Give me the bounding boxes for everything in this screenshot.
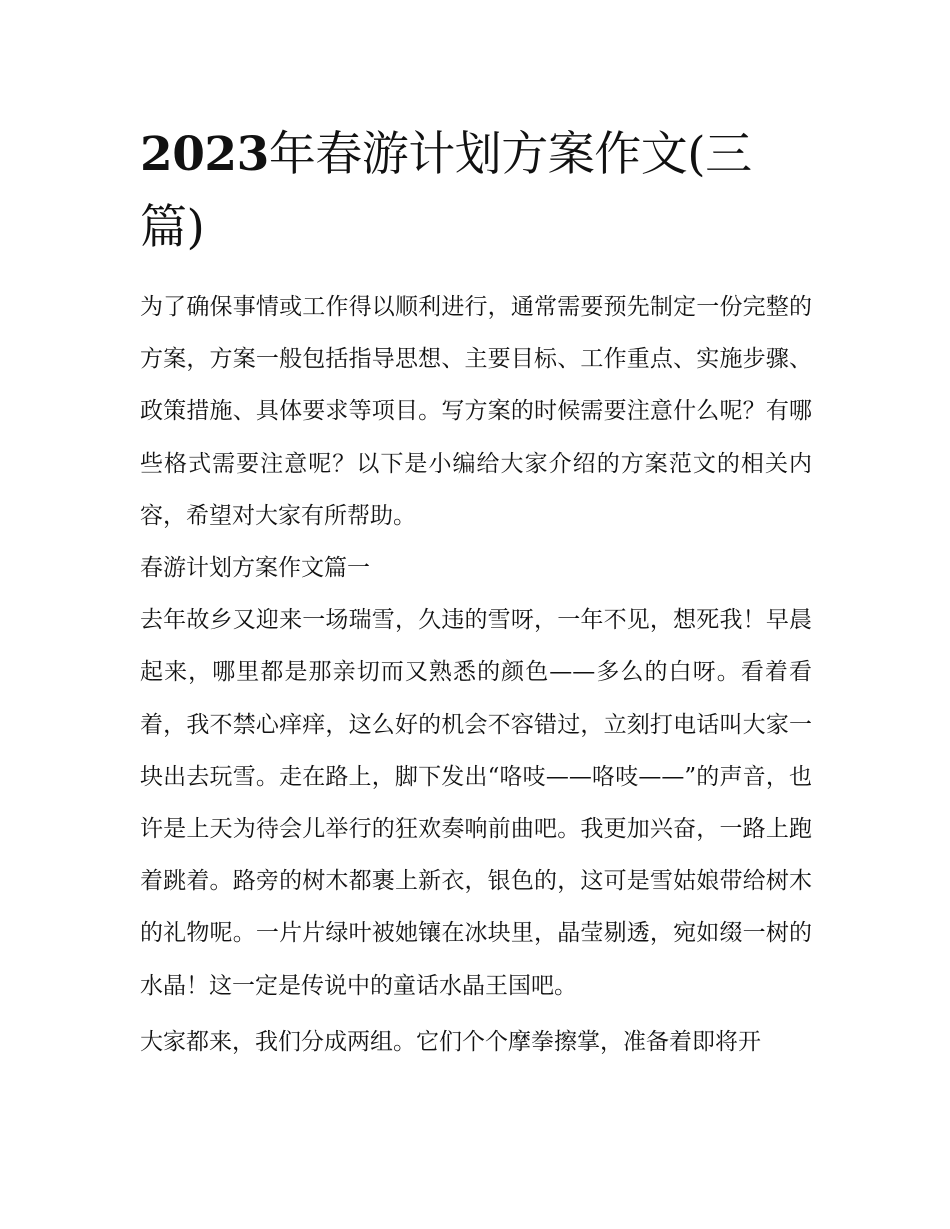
section-heading: 春游计划方案作文篇一 [140, 555, 370, 582]
body-paragraph-2: 大家都来，我们分成两组。它们个个摩拳擦掌，准备着即将开 [140, 1028, 761, 1055]
body-paragraph-1: 去年故乡又迎来一场瑞雪，久违的雪呀，一年不见，想死我！早晨起来，哪里都是那亲切而又熟悉的颜色——多么的白呀。看着看着，我不禁心痒痒，这么好的机会不容错过，立刻打电话叫大家一块出去玩雪。走在路上，脚下发出“咯吱——咯吱——”的声音，也许是上天为待会儿举行的狂欢奏响前曲吧。我更加兴奋，一路上跑着跳着。路旁的树木都裹上新衣，银色的，这可是雪姑娘带给树木的礼物呢。一片片绿叶被她镶在冰块里，晶莹剔透，宛如缀一树的水晶！这一定是传说中的童话水晶王国吧。 [140, 607, 812, 999]
title-year: 2023 [140, 127, 269, 182]
title-text: 年春游计划方案作文(三篇) [140, 127, 752, 255]
intro-paragraph: 为了确保事情或工作得以顺利进行，通常需要预先制定一份完整的方案，方案一般包括指导思想、主要目标、工作重点、实施步骤、政策措施、具体要求等项目。写方案的时候需要注意什么呢？有哪些格式需要注意呢？以下是小编给大家介绍的方案范文的相关内容，希望对大家有所帮助。 [140, 294, 812, 529]
document-title [140, 118, 812, 264]
document-page [140, 118, 812, 1068]
